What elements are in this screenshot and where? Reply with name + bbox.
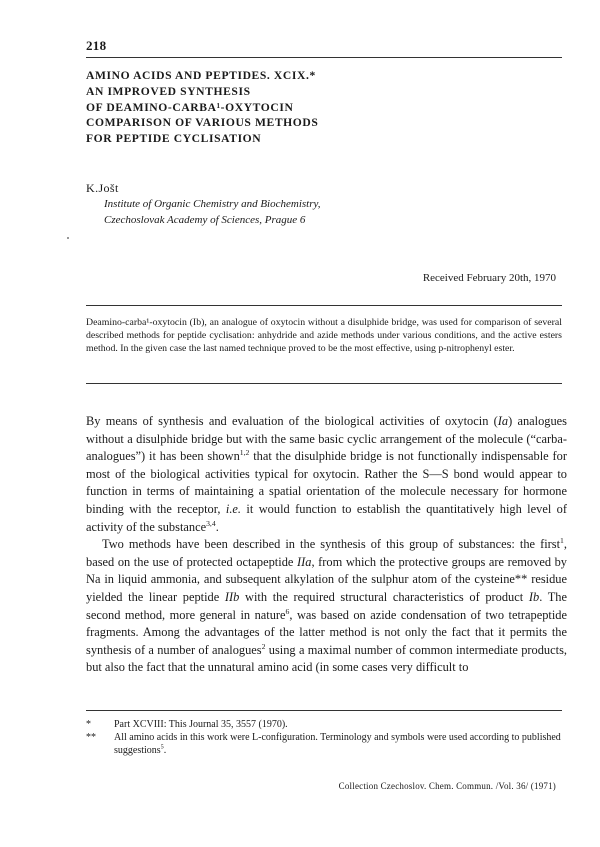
affiliation-line: Institute of Organic Chemistry and Biochemistry, xyxy=(104,198,321,210)
citation: 2 xyxy=(261,641,266,651)
author-name: K.Jošt xyxy=(86,181,119,195)
title-line: FOR PEPTIDE CYCLISATION xyxy=(86,132,262,146)
footnote: * Part XCVIII: This Journal 35, 3557 (1970). xyxy=(86,719,288,730)
citation: 5 xyxy=(160,743,164,751)
compound-label: IIa xyxy=(297,554,312,569)
received-date: Received February 20th, 1970 xyxy=(422,272,556,284)
footnote: ** All amino acids in this work were L-configuration. Terminology and symbols were used according to published suggestions$^5$. xyxy=(86,732,561,756)
citation: 1 xyxy=(560,536,564,546)
journal-footer: Collection Czechoslov. Chem. Commun. /Vol. 36/ (1971) xyxy=(338,781,556,791)
title-line: AN IMPROVED SYNTHESIS xyxy=(86,84,251,98)
title-line: COMPARISON OF VARIOUS METHODS xyxy=(86,116,319,130)
header-rule xyxy=(86,57,562,58)
paragraph-1: By means of synthesis and evaluation of the biological activities of oxytocin (Ia) analogues without a disulphide bridge but with the same basic cyclic arrangement of the molecule (“carba-analogues”) it has been shown$^{1,2}$ that the disulphide bridge is not functionally indispensable for most of the biological activities typical for oxytocin. Rather the S—S bond would appear to function in terms of maintaining a spatial orientation of the molecule necessary for hormone binding with the receptor, i.e. it would function to establish the quantitatively high level of activity of the substance$^{3,4}$. xyxy=(86,414,568,534)
page-number: 218 xyxy=(86,38,107,53)
citation: 1,2 xyxy=(239,448,250,458)
footnote-mark: ** xyxy=(86,732,96,743)
paragraph-2: Two methods have been described in the synthesis of this group of substances: the first$^1$, based on the use of protected octapeptide IIa, from which the protective groups are removed by Na in liquid ammonia, and subsequent alkylation of the sulphur atom of the cysteine** residue yielded the linear peptide IIb with the required structural characteristics of product Ib. The second method, more general in nature$^6$, was based on azide condensation of two tetrapeptide fragments. Among the advantages of the latter method is not only the fact that it permits the synthesis of a number of analogues$^2$ using a maximal number of common intermediate products, but also the fact that the unnatural amino acid (in some cases very difficult to xyxy=(86,536,568,675)
title-line: OF DEAMINO-CARBA¹-OXYTOCIN xyxy=(86,100,294,114)
abstract-bottom-rule xyxy=(86,383,562,384)
footnote-rule xyxy=(86,710,562,711)
title-line: AMINO ACIDS AND PEPTIDES. XCIX.* xyxy=(86,69,316,82)
citation: 6 xyxy=(285,606,290,616)
compound-label: Ib xyxy=(528,589,540,604)
citation: 3,4 xyxy=(206,518,216,528)
abstract-top-rule xyxy=(86,305,562,306)
compound-label: Ia xyxy=(497,414,509,428)
compound-label: IIb xyxy=(224,589,240,604)
body-text xyxy=(86,413,567,677)
article-title xyxy=(86,68,526,147)
abstract: Deamino-carba¹-oxytocin (Ib), an analogue of oxytocin without a disulphide bridge, was used for comparison of several described methods for peptide cyclisation: anhydride and azide methods under various conditions, and the active esters method. In the given case the last named technique proved to be the most effective, using p-nitrophenyl ester. xyxy=(86,317,562,355)
scan-speck xyxy=(67,237,69,239)
affiliation-line: Czechoslovak Academy of Sciences, Prague 6 xyxy=(104,213,306,226)
affiliation xyxy=(104,197,321,228)
footnote-mark: * xyxy=(86,719,91,730)
footnotes xyxy=(86,718,562,757)
